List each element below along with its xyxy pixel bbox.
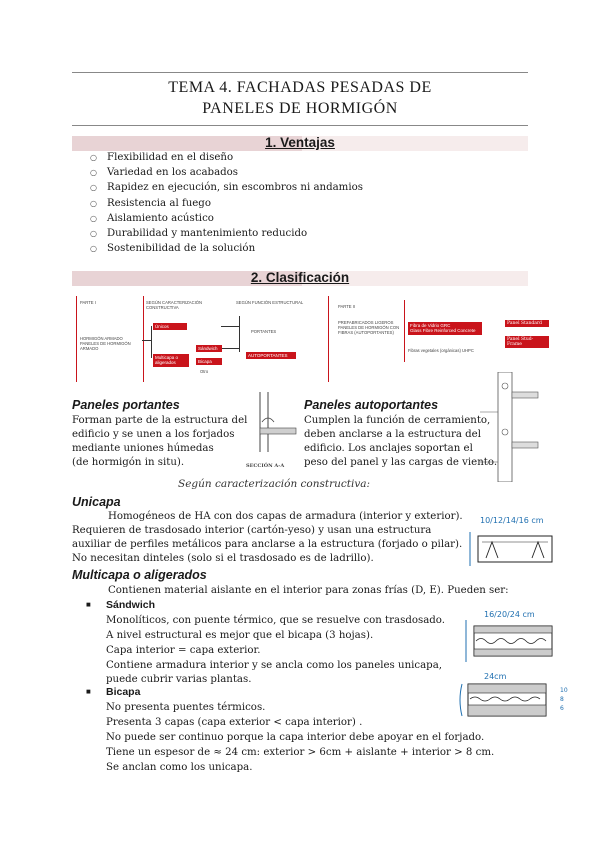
autoportantes-line: deben anclarse a la estructura del [304, 429, 481, 440]
sandwich-sketch [460, 618, 555, 666]
portantes-line: edificio y se unen a los forjados [72, 429, 235, 440]
diagram-multicapa-box: Multicapa o aligerados [153, 354, 189, 367]
bicapa-sketch-note: 24cm [484, 672, 507, 681]
unicapa-line: Requieren de trasdosado interior (cartón-yeso) y usan una estructura [72, 525, 432, 536]
bicapa-label: ■ Bicapa [106, 686, 140, 698]
diagram-panel-standard-box: Panel Standard [505, 320, 549, 327]
diagram-col1-label: SEGÚN CARACTERIZACIÓN CONSTRUCTIVA [146, 300, 203, 310]
diagram-bicapa-box: Bicapa [196, 358, 222, 365]
autoportantes-heading: Paneles autoportantes [304, 398, 439, 412]
classification-diagram [76, 296, 330, 382]
advantages-list [90, 150, 363, 256]
list-item: ○ Aislamiento acústico [90, 211, 363, 226]
sandwich-line: A nivel estructural es mejor que el bicapa (3 hojas). [106, 630, 374, 641]
bicapa-sketch [456, 680, 556, 720]
top-rule [72, 72, 528, 73]
diagram-part-1-label: PARTE I [80, 300, 96, 305]
unicapa-line: auxiliar de perfiles metálicos para anclarse a la estructura (forjado o pilar). [72, 539, 463, 550]
bicapa-line: Tiene un espesor de ≈ 24 cm: exterior > 6cm + aislante + interior > 8 cm. [106, 747, 495, 758]
sandwich-sketch-note: 16/20/24 cm [484, 610, 535, 619]
diagram-grc-text: PREFABRICADOS LIGEROS PANELES DE HORMIGÓN CON FIBRAS (AUTOPORTANTES) [338, 320, 400, 335]
sandwich-line: Contiene armadura interior y se ancla como los paneles unicapa, [106, 660, 443, 671]
section-aa-label: SECCIÓN A-A [246, 463, 285, 469]
portantes-heading: Paneles portantes [72, 398, 180, 412]
page-title-line-1: TEMA 4. FACHADAS PESADAS DE [168, 79, 432, 96]
autoportantes-line: edificio. Los anclajes soportan el [304, 443, 473, 454]
list-item: ○ Variedad en los acabados [90, 165, 363, 180]
sandwich-line: Monolíticos, con puente térmico, que se resuelve con trasdosado. [106, 615, 445, 626]
section-2-heading: 2. Clasificación [72, 269, 528, 286]
classification-subtitle: Según caracterización constructiva: [178, 478, 371, 490]
diagram-grc-box: Fibra de Vidrio GRC Glass Fibre Reinforced Concrete [408, 322, 482, 335]
sandwich-line: Capa interior = capa exterior. [106, 645, 261, 656]
diagram-col2-label: SEGÚN FUNCIÓN ESTRUCTURAL [236, 300, 304, 305]
portantes-line: mediante uniones húmedas [72, 443, 214, 454]
multicapa-heading: Multicapa o aligerados [72, 568, 207, 582]
list-item: ○ Rapidez en ejecución, sin escombros ni andamios [90, 180, 363, 195]
portantes-line: Forman parte de la estructura del [72, 415, 248, 426]
unicapa-sketch-note: 10/12/14/16 cm [480, 516, 544, 525]
sandwich-line: puede cubrir varias plantas. [106, 674, 252, 685]
diagram-root-label: HORMIGÓN ARMADO PANELES DE HORMIGÓN ARMADO [80, 336, 131, 351]
section-1-heading: 1. Ventajas [72, 134, 528, 151]
bicapa-line: Presenta 3 capas (capa exterior < capa interior) . [106, 717, 363, 728]
title-bottom-rule [72, 125, 528, 126]
list-item: ○ Durabilidad y mantenimiento reducido [90, 226, 363, 241]
unicapa-heading: Unicapa [72, 495, 121, 509]
portantes-line: (de hormigón in situ). [72, 457, 185, 468]
bicapa-line: Se anclan como los unicapa. [106, 762, 253, 773]
unicapa-line: No necesitan dinteles (solo si el trasdosado es de ladrillo). [72, 553, 374, 564]
diagram-sandwich-box: Sándwich [196, 345, 222, 352]
unicapa-line: Homogéneos de HA con dos capas de armadura (interior y exterior). [108, 511, 463, 522]
diagram-portantes-label: PORTANTES [251, 329, 277, 334]
list-item: ○ Flexibilidad en el diseño [90, 150, 363, 165]
bicapa-sketch-dims: 10 8 6 [560, 687, 568, 712]
diagram-unicos-box: Únicos [153, 323, 187, 330]
diagram-otro-label: Otro [200, 369, 209, 374]
diagram-stud-frame-box: Panel Stud-Frame [505, 336, 549, 348]
list-item: ○ Resistencia al fuego [90, 196, 363, 211]
autoportantes-line: peso del panel y las cargas de viento. [304, 457, 498, 468]
bicapa-line: No puede ser continuo porque la capa interior debe apoyar en el forjado. [106, 732, 485, 743]
diagram-part-2-label: PARTE II [338, 304, 356, 309]
sandwich-label: ■ Sándwich [106, 599, 155, 611]
autoportantes-line: Cumplen la función de cerramiento, [304, 415, 491, 426]
list-item: ○ Sostenibilidad de la solución [90, 241, 363, 256]
section-aa-figure [240, 392, 298, 462]
bicapa-line: No presenta puentes térmicos. [106, 702, 266, 713]
multicapa-intro: Contienen material aislante en el interior para zonas frías (D, E). Pueden ser: [108, 585, 509, 596]
diagram-autoportantes-box: AUTOPORTANTES [246, 352, 296, 359]
unicapa-sketch [462, 530, 557, 570]
page-title-line-2: PANELES DE HORMIGÓN [202, 100, 398, 117]
classification-diagram-part-2 [334, 300, 484, 362]
diagram-upc-label: Fibras vegetales (orgánicas) UHPC [408, 348, 474, 353]
